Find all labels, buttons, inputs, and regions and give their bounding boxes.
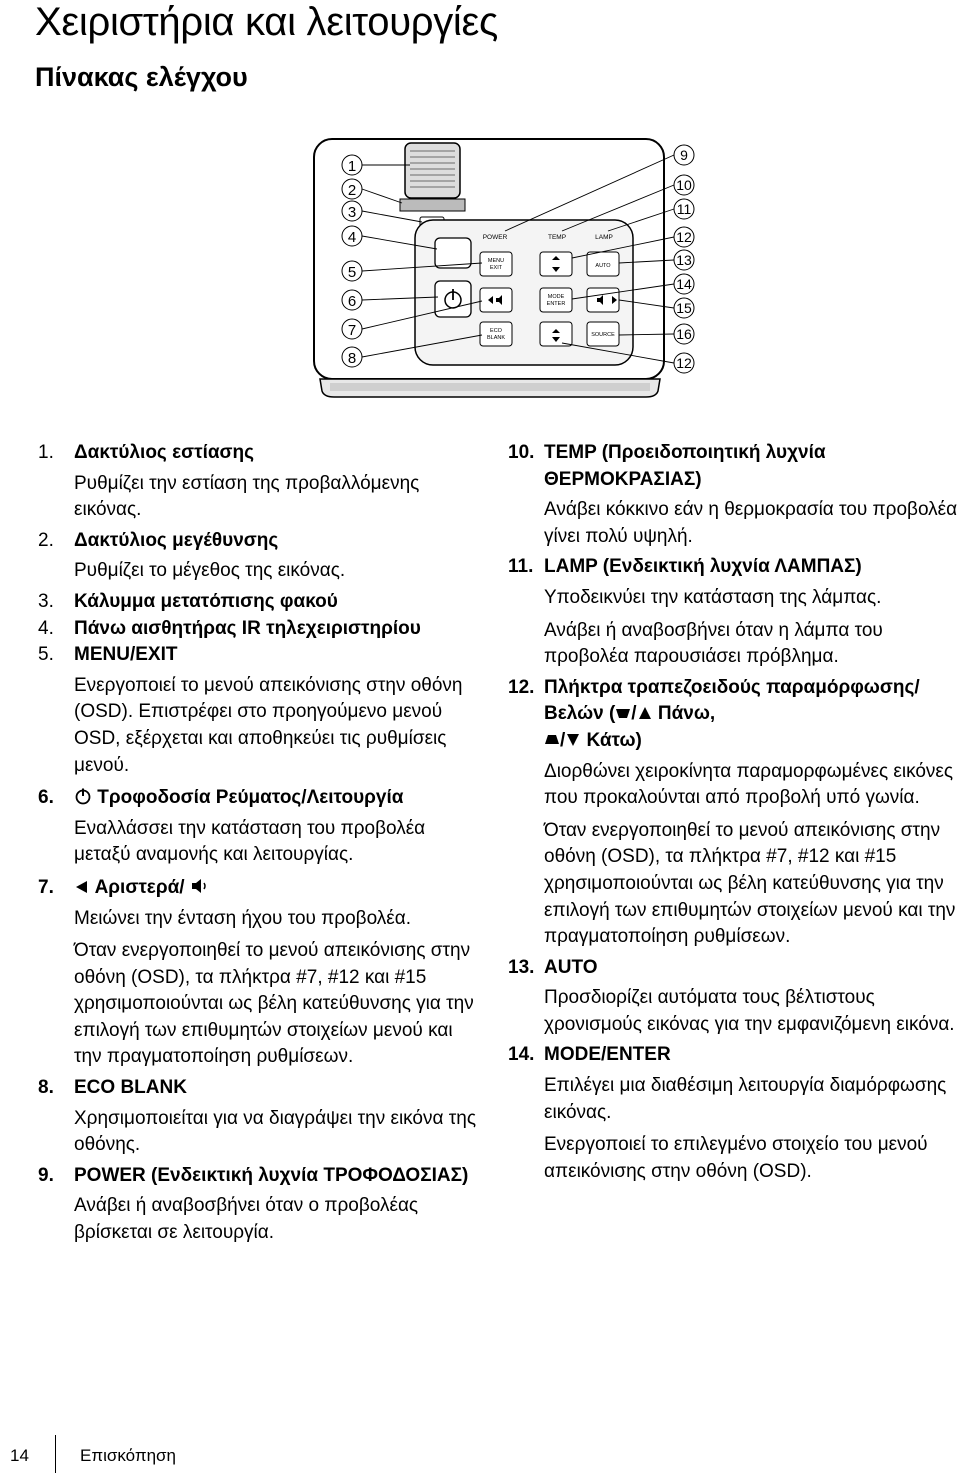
callout-3: 3 [347, 204, 357, 221]
list-item: 14. MODE/ENTER Επιλέγει μια διαθέσιμη λειτουργία διαμόρφωσης εικόνας. Ενεργοποιεί το επιλεγμένο στοιχείο του μενού απεικόνισης στην οθόνη (OSD). [508, 1042, 960, 1185]
list-item: 13. AUTO Προσδιορίζει αυτόματα τους βέλτιστους χρονισμούς εικόνας για την εμφανιζόμενη εικόνα. [508, 955, 960, 1039]
item-heading: ECO BLANK [74, 1077, 187, 1099]
item-heading: Τροφοδοσία Ρεύματος/Λειτουργία [74, 785, 478, 812]
up-arrow-icon [637, 705, 653, 721]
ir-sensor [435, 238, 471, 268]
right-column [508, 440, 960, 1189]
svg-text:BLANK: BLANK [486, 335, 506, 341]
callout-2: 2 [347, 182, 357, 199]
svg-text:MENU: MENU [487, 258, 505, 264]
volume-down-icon [190, 877, 212, 895]
up-button [540, 252, 572, 276]
item-heading: Πλήκτρα τραπεζοειδούς παραμόρφωσης/Βελών ( / Πάνω, / Κάτω) [544, 676, 920, 751]
item-heading: LAMP (Ενδεικτική λυχνία ΛΑΜΠΑΣ) [544, 556, 862, 578]
item-description: Ρυθμίζει το μέγεθος της εικόνας. [74, 560, 346, 582]
list-item: 1. Δακτύλιος εστίασης Ρυθμίζει την εστίαση της προβαλλόμενης εικόνας. [38, 440, 478, 524]
list-item: 6. Τροφοδοσία Ρεύματος/Λειτουργία Εναλλάσσει την κατάσταση του προβολέα μεταξύ αναμονής και λειτουργίας. [38, 785, 478, 869]
keystone-down-icon [544, 732, 560, 748]
item-description: Όταν ενεργοποιηθεί το μενού απεικόνισης στην οθόνη (OSD), τα πλήκτρα #7, #12 και #15 χρησιμοποιούνται ως βέλη κατεύθυνσης για την επιλογή των επιθυμητών στοιχείων μενού και την πραγματοποίηση ρυθμίσεων. [544, 819, 956, 948]
callout-12-b: 12 [676, 355, 692, 371]
svg-text:MODE: MODE [547, 294, 565, 300]
item-description: Ενεργοποιεί το μενού απεικόνισης στην οθόνη (OSD). Επιστρέφει στο προηγούμενο μενού OSD, εξέρχεται και αποθηκεύει τις ρυθμίσεις μενού. [74, 674, 463, 776]
callout-10: 10 [676, 177, 692, 193]
callout-7: 7 [347, 322, 357, 339]
callout-15: 15 [676, 300, 692, 316]
keystone-up-icon [615, 705, 631, 721]
item-heading: Δακτύλιος εστίασης [74, 442, 255, 463]
callout-13: 13 [676, 252, 692, 268]
control-panel-diagram [300, 125, 720, 407]
svg-text:AUTO: AUTO [595, 263, 611, 269]
mode-enter-button [540, 288, 572, 312]
item-description: Όταν ενεργοποιηθεί το μενού απεικόνισης στην οθόνη (OSD), τα πλήκτρα #7, #12 και #15 χρησιμοποιούνται ως βέλη κατεύθυνσης για την επιλογή των επιθυμητών στοιχείων μενού και την πραγματοποίηση ρυθμίσεων. [74, 940, 474, 1068]
down-arrow-icon [565, 732, 581, 748]
item-heading: Πάνω αισθητήρας IR τηλεχειριστηρίου [74, 617, 421, 639]
item-heading: TEMP (Προειδοποιητική λυχνία ΘΕΡΜΟΚΡΑΣΙΑΣ) [544, 442, 826, 490]
left-column [38, 440, 478, 1251]
item-description: Επιλέγει μια διαθέσιμη λειτουργία διαμόρφωσης εικόνας. [544, 1075, 947, 1123]
item-description: Διορθώνει χειροκίνητα παραμορφωμένες εικόνες που προκαλούνται από προβολή υπό γωνία. [544, 760, 954, 809]
item-description: Ανάβει ή αναβοσβήνει όταν η λάμπα του προβολέα παρουσιάσει πρόβλημα. [544, 619, 883, 668]
power-indicator-label: POWER [482, 234, 508, 241]
menu-exit-button [480, 252, 512, 276]
callout-8: 8 [347, 350, 357, 367]
list-item: 10. TEMP (Προειδοποιητική λυχνία ΘΕΡΜΟΚΡΑΣΙΑΣ) Ανάβει κόκκινο εάν η θερμοκρασία του προβολέα γίνει πολύ υψηλή. [508, 440, 960, 550]
item-heading: MENU/EXIT [74, 644, 178, 666]
callout-16: 16 [676, 326, 692, 342]
lamp-indicator-label: LAMP [595, 234, 613, 241]
item-description: Ανάβει κόκκινο εάν η θερμοκρασία του προβολέα γίνει πολύ υψηλή. [544, 499, 958, 547]
eco-blank-button [480, 322, 512, 346]
callout-14: 14 [676, 276, 692, 292]
item-heading: Κάλυμμα μετατόπισης φακού [74, 590, 338, 612]
item-description: Μειώνει την ένταση ήχου του προβολέα. [74, 907, 412, 929]
left-arrow-icon [74, 879, 90, 895]
list-item: 11. LAMP (Ενδεικτική λυχνία ΛΑΜΠΑΣ) Υποδεικνύει την κατάσταση της λάμπας. Ανάβει ή αναβοσβήνει όταν η λάμπα του προβολέα παρουσιάσει πρόβλημα. [508, 554, 960, 670]
item-heading: Δακτύλιος μεγέθυνσης [74, 529, 279, 551]
svg-text:SOURCE: SOURCE [591, 332, 615, 338]
list-item: 8. ECO BLANK Χρησιμοποιείται για να διαγράψει την εικόνα της οθόνης. [38, 1075, 478, 1159]
item-description: Εναλλάσσει την κατάσταση του προβολέα μεταξύ αναμονής και λειτουργίας. [74, 817, 426, 866]
callout-6: 6 [347, 293, 357, 310]
callout-1: 1 [347, 158, 357, 175]
list-item: 2. Δακτύλιος μεγέθυνσης Ρυθμίζει το μέγεθος της εικόνας. [38, 528, 478, 585]
section-name: Επισκόπηση [80, 1446, 176, 1465]
page-title: Χειριστήρια και λειτουργίες [35, 0, 499, 44]
footer-divider [55, 1435, 56, 1473]
power-icon [74, 787, 92, 805]
item-description: Χρησιμοποιείται για να διαγράψει την εικόνα της οθόνης. [74, 1107, 476, 1156]
item-description: Ρυθμίζει την εστίαση της προβαλλόμενης εικόνας. [74, 472, 420, 521]
svg-text:EXIT: EXIT [489, 265, 503, 271]
item-description: Προσδιορίζει αυτόματα τους βέλτιστους χρονισμούς εικόνας για την εμφανιζόμενη εικόνα. [544, 987, 955, 1035]
list-item: 12. Πλήκτρα τραπεζοειδούς παραμόρφωσης/Βελών ( / Πάνω, / Κάτω) Διορθώνει χειροκίνητα παραμορφωμένες εικόνες που προκαλούνται από προβολή υπό γωνία. Όταν ενεργοποιηθεί το μενού απεικόνισης στην οθόνη (OSD), τα πλήκτρα #7, #12 και #15 χρησιμοποιούνται ως βέλη κατεύθυνσης για την επιλογή των επιθυμητών στοιχείων μενού και την πραγματοποίηση ρυθμίσεων. [508, 675, 960, 951]
callout-9: 9 [680, 147, 688, 163]
list-item: 4. Πάνω αισθητήρας IR τηλεχειριστηρίου [38, 616, 478, 643]
list-item: 7. Αριστερά/ Μειώνει την ένταση ήχου του προβολέα. Όταν ενεργοποιηθεί το μενού απεικόνισης στην οθόνη (OSD), τα πλήκτρα #7, #12 και #15 χρησιμοποιούνται ως βέλη κατεύθυνσης για την επιλογή των επιθυμητών στοιχείων μενού και την πραγματοποίηση ρυθμίσεων. [38, 875, 478, 1071]
item-heading: MODE/ENTER [544, 1044, 671, 1066]
list-item: 3. Κάλυμμα μετατόπισης φακού [38, 589, 478, 616]
zoom-ring [400, 199, 465, 211]
list-item: 9. POWER (Ενδεικτική λυχνία ΤΡΟΦΟΔΟΣΙΑΣ) Ανάβει ή αναβοσβήνει όταν ο προβολέας βρίσκεται σε λειτουργία. [38, 1163, 478, 1247]
item-description: Υποδεικνύει την κατάσταση της λάμπας. [544, 586, 882, 608]
callout-5: 5 [347, 264, 357, 281]
item-heading: POWER (Ενδεικτική λυχνία ΤΡΟΦΟΔΟΣΙΑΣ) [74, 1164, 469, 1186]
svg-text:ENTER: ENTER [546, 301, 566, 307]
callout-4: 4 [347, 229, 357, 246]
svg-text:ECO: ECO [490, 328, 502, 334]
callout-12: 12 [676, 229, 692, 245]
item-heading: AUTO [544, 956, 598, 978]
item-description: Ενεργοποιεί το επιλεγμένο στοιχείο του μενού απεικόνισης στην οθόνη (OSD). [544, 1134, 928, 1182]
page-subtitle: Πίνακας ελέγχου [35, 62, 248, 92]
callout-11: 11 [676, 201, 692, 217]
temp-indicator-label: TEMP [547, 234, 567, 241]
item-description: Ανάβει ή αναβοσβήνει όταν ο προβολέας βρίσκεται σε λειτουργία. [74, 1195, 419, 1244]
down-button [540, 322, 572, 346]
item-heading: Αριστερά/ [74, 875, 478, 902]
list-item: 5. MENU/EXIT Ενεργοποιεί το μενού απεικόνισης στην οθόνη (OSD). Επιστρέφει στο προηγούμενο μενού OSD, εξέρχεται και αποθηκεύει τις ρυθμίσεις μενού. [38, 642, 478, 779]
page-number: 14 [10, 1446, 29, 1465]
